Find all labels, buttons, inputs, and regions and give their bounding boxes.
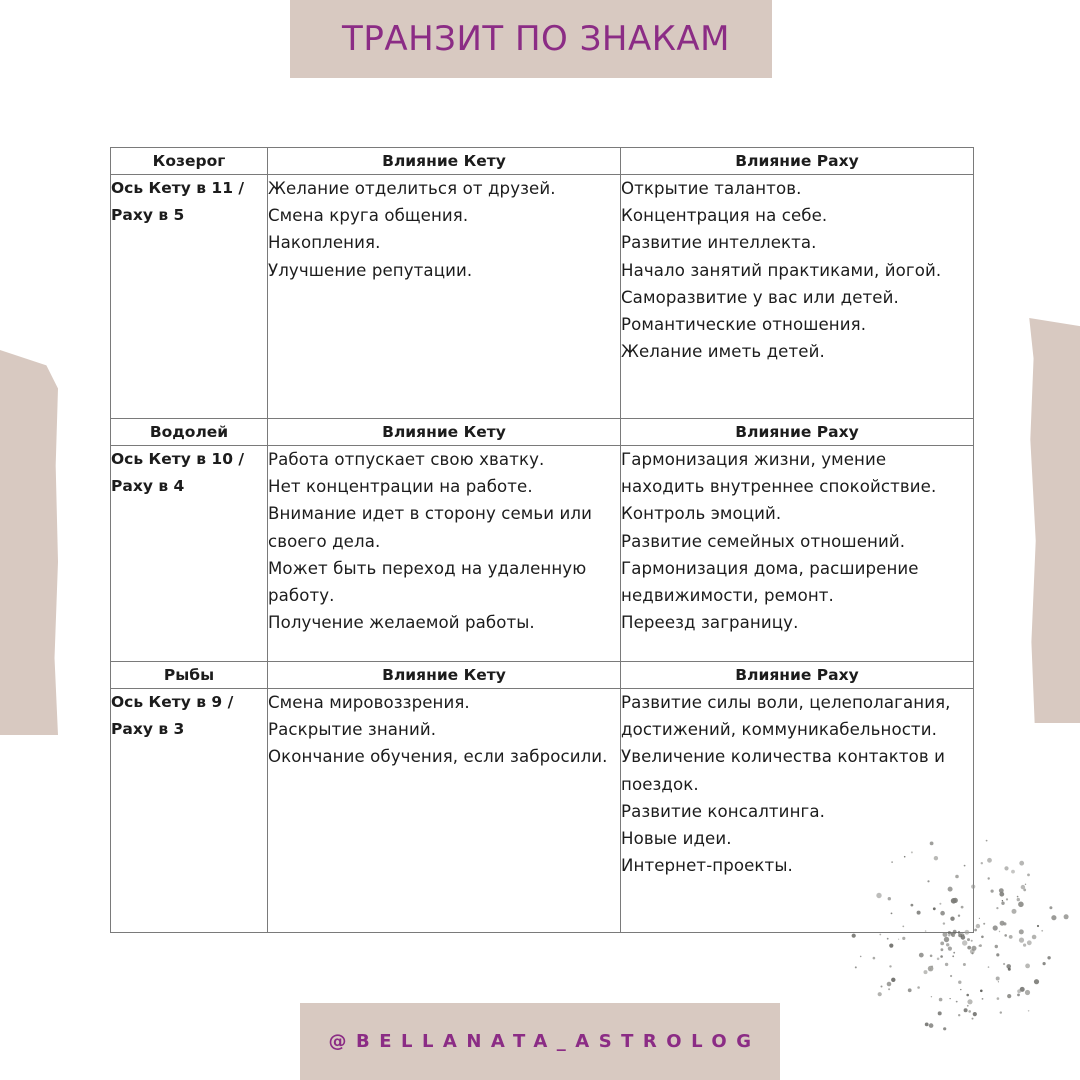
- splatter-dot: [958, 1014, 960, 1016]
- list-item: Нет концентрации на работе.: [268, 477, 533, 497]
- list-item: Может быть переход на удаленную работу.: [268, 558, 587, 606]
- splatter-dot: [879, 934, 881, 936]
- splatter-dot: [929, 1023, 934, 1028]
- splatter-dot: [1025, 990, 1030, 995]
- rahu-influence-list: [621, 175, 974, 419]
- sign-name: Водолей: [111, 419, 268, 446]
- sign-name: Козерог: [111, 148, 268, 175]
- section-content-row: [111, 175, 974, 419]
- list-item: Развитие семейных отношений.: [621, 531, 906, 551]
- footer-banner: [300, 1003, 780, 1080]
- list-item: Окончание обучения, если забросили.: [268, 747, 608, 767]
- splatter-dot: [945, 963, 948, 966]
- rahu-column-header: Влияние Раху: [621, 148, 974, 175]
- splatter-dot: [1023, 889, 1026, 892]
- splatter-dot: [930, 955, 933, 958]
- splatter-dot: [1009, 935, 1013, 939]
- splatter-dot: [995, 945, 998, 948]
- splatter-dot: [986, 840, 988, 842]
- splatter-dot: [991, 890, 994, 893]
- splatter-dot: [956, 1001, 958, 1003]
- splatter-dot: [999, 892, 1004, 897]
- splatter-dot: [967, 1005, 969, 1007]
- splatter-dot: [889, 944, 893, 948]
- splatter-dot: [967, 999, 972, 1004]
- splatter-dot: [873, 957, 876, 960]
- splatter-dot: [988, 877, 990, 879]
- splatter-dot: [974, 929, 977, 932]
- splatter-dot: [908, 988, 912, 992]
- splatter-dot: [1000, 1011, 1002, 1013]
- splatter-dot: [948, 934, 950, 936]
- splatter-dot: [889, 965, 891, 967]
- splatter-dot: [1008, 968, 1011, 971]
- list-item: Интернет-проекты.: [621, 856, 793, 876]
- splatter-dot: [964, 1008, 968, 1012]
- splatter-dot: [944, 937, 949, 942]
- splatter-dot: [887, 938, 889, 940]
- section-header-row: [111, 148, 974, 175]
- splatter-dot: [958, 933, 962, 937]
- splatter-dot: [981, 862, 983, 864]
- splatter-dot: [976, 924, 980, 928]
- splatter-dot: [937, 958, 940, 961]
- splatter-dot: [961, 934, 963, 936]
- splatter-dot: [950, 998, 951, 999]
- splatter-dot: [931, 996, 932, 997]
- splatter-dot: [972, 952, 974, 954]
- splatter-dot: [966, 994, 969, 997]
- splatter-dot: [1004, 934, 1007, 937]
- splatter-dot: [1011, 870, 1015, 874]
- splatter-dot: [1020, 987, 1025, 992]
- splatter-dot: [1017, 989, 1021, 993]
- splatter-dot: [962, 940, 967, 945]
- splatter-dot: [961, 935, 966, 940]
- splatter-dot: [1021, 885, 1025, 889]
- list-item: Раскрытие знаний.: [268, 720, 437, 740]
- splatter-dot: [1064, 914, 1069, 919]
- splatter-dot: [1012, 909, 1017, 914]
- splatter-dot: [971, 940, 973, 942]
- splatter-dot: [1027, 874, 1030, 877]
- splatter-dot: [891, 978, 895, 982]
- splatter-dot: [939, 998, 943, 1002]
- ketu-column-header: Влияние Кету: [268, 419, 621, 446]
- splatter-dot: [987, 858, 992, 863]
- rahu-column-header: Влияние Раху: [621, 419, 974, 446]
- list-item: Начало занятий практиками, йогой.: [621, 260, 942, 280]
- splatter-dot: [958, 933, 961, 936]
- splatter-dot: [999, 931, 1000, 932]
- splatter-dot: [1006, 898, 1008, 900]
- splatter-dot: [1027, 940, 1032, 945]
- page-title: ТРАНЗИТ ПО ЗНАКАМ: [342, 19, 730, 59]
- splatter-dot: [979, 944, 982, 947]
- splatter-dot: [963, 934, 964, 935]
- splatter-dot: [973, 1012, 977, 1016]
- splatter-dot: [887, 982, 892, 987]
- splatter-dot: [1000, 921, 1005, 926]
- list-item: Гармонизация жизни, умение находить внутреннее спокойствие.: [621, 450, 937, 497]
- splatter-dot: [1028, 1010, 1030, 1012]
- splatter-dot: [1025, 884, 1026, 885]
- list-item: Получение желаемой работы.: [268, 613, 535, 633]
- splatter-dot: [1051, 915, 1056, 920]
- axis-label: Ось Кету в 10 / Раху в 4: [111, 446, 268, 662]
- title-banner: [290, 0, 772, 78]
- list-item: Накопления.: [268, 233, 381, 253]
- splatter-dot: [1017, 898, 1020, 901]
- splatter-dot: [951, 933, 954, 936]
- splatter-dot: [1019, 861, 1024, 866]
- splatter-dot: [881, 986, 883, 988]
- splatter-dot: [1049, 906, 1052, 909]
- list-item: Улучшение репутации.: [268, 260, 473, 280]
- splatter-dot: [943, 1027, 946, 1030]
- splatter-dot: [1019, 938, 1024, 943]
- splatter-dot: [948, 947, 952, 951]
- section-header-row: [111, 662, 974, 689]
- splatter-dot: [972, 946, 977, 951]
- rahu-column-header: Влияние Раху: [621, 662, 974, 689]
- splatter-dot: [1002, 900, 1003, 901]
- splatter-dot: [1032, 935, 1037, 940]
- splatter-dot: [1037, 925, 1039, 927]
- list-item: Развитие силы воли, целеполагания, достижений, коммуникабельности.: [621, 693, 951, 740]
- decorative-tape-right: [1026, 318, 1080, 723]
- splatter-dot: [963, 963, 966, 966]
- splatter-dot: [888, 988, 890, 990]
- list-item: Смена круга общения.: [268, 206, 469, 226]
- splatter-dot: [930, 968, 932, 970]
- list-item: Работа отпускает свою хватку.: [268, 450, 545, 469]
- splatter-dot: [960, 989, 961, 990]
- splatter-dot: [952, 955, 954, 957]
- splatter-dot: [1017, 994, 1020, 997]
- ketu-column-header: Влияние Кету: [268, 662, 621, 689]
- splatter-dot: [983, 923, 985, 925]
- list-item: Контроль эмоций.: [621, 504, 782, 524]
- splatter-dot: [996, 977, 1000, 981]
- list-item: Романтические отношения.: [621, 315, 867, 335]
- splatter-dot: [988, 966, 990, 968]
- splatter-dot: [1025, 964, 1030, 969]
- splatter-dot: [940, 955, 943, 958]
- splatter-dot: [981, 936, 984, 939]
- splatter-dot: [878, 992, 882, 996]
- splatter-dot: [898, 939, 899, 940]
- splatter-dot: [917, 986, 920, 989]
- splatter-dot: [1006, 964, 1011, 969]
- instagram-handle: @BELLANATA_ASTROLOG: [328, 1031, 761, 1052]
- splatter-dot: [938, 1011, 942, 1015]
- splatter-dot: [924, 970, 928, 974]
- splatter-dot: [946, 943, 949, 946]
- splatter-dot: [958, 981, 961, 984]
- sign-name: Рыбы: [111, 662, 268, 689]
- section-header-row: [111, 419, 974, 446]
- list-item: Переезд заграницу.: [621, 613, 799, 633]
- splatter-dot: [1034, 979, 1039, 984]
- list-item: Развитие интеллекта.: [621, 233, 817, 253]
- list-item: Внимание идет в сторону семьи или своего дела.: [268, 504, 593, 551]
- list-item: Гармонизация дома, расширение недвижимости, ремонт.: [621, 558, 919, 606]
- splatter-dot: [1003, 922, 1006, 925]
- list-item: Желание иметь детей.: [621, 342, 825, 362]
- splatter-dot: [1007, 994, 1011, 998]
- ketu-influence-list: [268, 446, 621, 662]
- list-item: Желание отделиться от друзей.: [268, 179, 556, 198]
- splatter-dot: [951, 933, 955, 937]
- list-item: Смена мировоззрения.: [268, 693, 470, 712]
- splatter-dot: [1018, 902, 1024, 908]
- splatter-dot: [940, 942, 944, 946]
- splatter-dot: [1041, 930, 1043, 932]
- rahu-influence-list: [621, 689, 974, 933]
- splatter-dot: [852, 934, 856, 938]
- splatter-dot: [967, 938, 970, 941]
- list-item: Увеличение количества контактов и поездок.: [621, 747, 946, 794]
- splatter-dot: [979, 918, 980, 919]
- list-item: Развитие консалтинга.: [621, 801, 825, 821]
- decorative-tape-left: [0, 350, 58, 735]
- splatter-dot: [1019, 929, 1024, 934]
- splatter-dot: [982, 998, 984, 1000]
- splatter-dot: [996, 907, 998, 909]
- rahu-influence-list: [621, 446, 974, 662]
- list-item: Концентрация на себе.: [621, 206, 828, 226]
- splatter-dot: [1004, 866, 1008, 870]
- list-item: Новые идеи.: [621, 829, 732, 849]
- splatter-dot: [1043, 962, 1046, 965]
- splatter-dot: [953, 952, 955, 954]
- splatter-dot: [993, 925, 998, 930]
- splatter-dot: [860, 956, 862, 958]
- ketu-influence-list: [268, 175, 621, 419]
- splatter-dot: [902, 937, 905, 940]
- splatter-dot: [968, 1010, 971, 1013]
- splatter-dot: [928, 966, 934, 972]
- splatter-dot: [1003, 963, 1005, 965]
- transit-table: [110, 147, 974, 933]
- splatter-dot: [925, 1023, 929, 1027]
- splatter-dot: [972, 1018, 974, 1020]
- splatter-dot: [970, 949, 975, 954]
- splatter-dot: [855, 966, 857, 968]
- splatter-dot: [1017, 896, 1019, 898]
- splatter-dot: [996, 953, 999, 956]
- splatter-dot: [1023, 944, 1026, 947]
- splatter-dot: [979, 945, 980, 946]
- splatter-dot: [980, 990, 983, 993]
- splatter-dot: [931, 966, 933, 968]
- axis-label: Ось Кету в 9 / Раху в 3: [111, 689, 268, 933]
- ketu-column-header: Влияние Кету: [268, 148, 621, 175]
- splatter-dot: [961, 933, 964, 936]
- list-item: Саморазвитие у вас или детей.: [621, 287, 899, 307]
- splatter-dot: [919, 953, 924, 958]
- splatter-dot: [999, 888, 1004, 893]
- splatter-dot: [998, 981, 999, 982]
- splatter-dot: [950, 975, 952, 977]
- splatter-dot: [1047, 956, 1050, 959]
- splatter-dot: [997, 997, 1000, 1000]
- list-item: Открытие талантов.: [621, 179, 802, 198]
- splatter-dot: [967, 946, 971, 950]
- ketu-influence-list: [268, 689, 621, 933]
- section-content-row: [111, 689, 974, 933]
- splatter-dot: [941, 948, 944, 951]
- axis-label: Ось Кету в 11 / Раху в 5: [111, 175, 268, 419]
- section-content-row: [111, 446, 974, 662]
- splatter-dot: [1001, 902, 1004, 905]
